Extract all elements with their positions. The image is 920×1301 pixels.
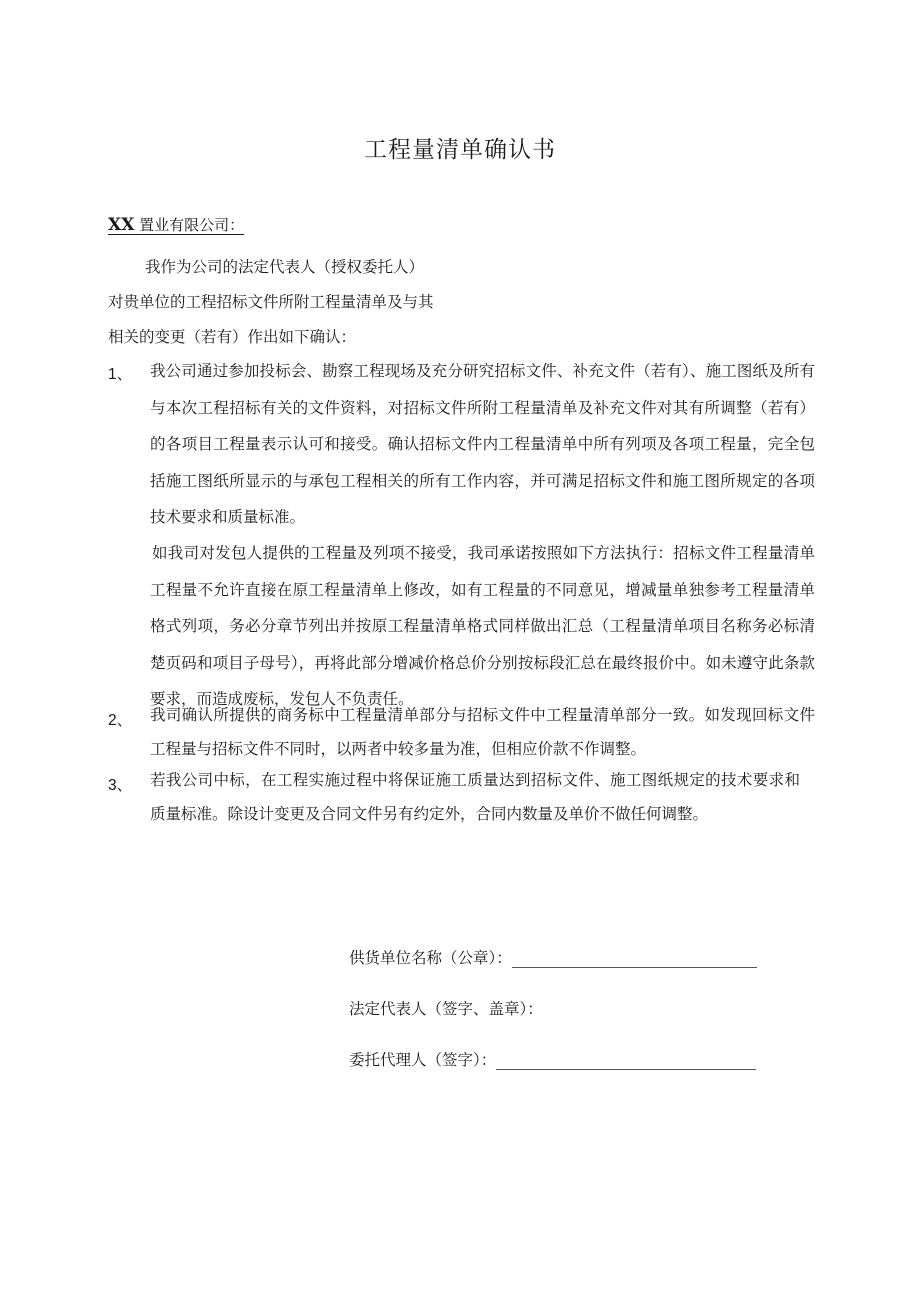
signature-supplier-line[interactable] (512, 953, 757, 968)
signature-agent-row (349, 1048, 756, 1070)
signature-supplier-label: 供货单位名称（公章）： (349, 949, 512, 967)
signature-agent-label: 委托代理人（签字）： (349, 1051, 497, 1069)
page-title: 工程量清单确认书 (364, 137, 556, 163)
signature-supplier-row (349, 946, 757, 968)
signature-legal-rep-row (349, 997, 543, 1019)
item-1-paragraph-1: 我公司通过参加投标会、勘察工程现场及充分研究招标文件、补充文件（若有）、施工图纸及所有与本次工程招标有关的文件资料，对招标文件所附工程量清单及补充文件对其有所调整（若有）的各项目工程量表示认可和接受。确认招标文件内工程量清单中所有列项及各项工程量，完全包括施工图纸所显示的与承包工程相关的所有工作内容，并可满足招标文件和施工图所规定的各项技术要求和质量标准。 (150, 362, 815, 526)
intro-line-3: 相关的变更（若有）作出如下确认： (108, 328, 357, 346)
signature-agent-line[interactable] (496, 1055, 756, 1070)
intro-line-1: 我作为公司的法定代表人（授权委托人） (145, 258, 425, 276)
item-number-1: 1、 (108, 366, 133, 383)
addressee-company: 置业有限公司： (139, 216, 245, 234)
addressee (108, 214, 244, 235)
item-number-3: 3、 (108, 777, 133, 794)
intro-line-2: 对贵单位的工程招标文件所附工程量清单及与其 (108, 293, 434, 311)
item-3-paragraph: 若我公司中标，在工程实施过程中将保证施工质量达到招标文件、施工图纸规定的技术要求和质量标准。除设计变更及合同文件另有约定外，合同内数量及单价不做任何调整。 (150, 771, 800, 823)
item-2-paragraph: 我司确认所提供的商务标中工程量清单部分与招标文件中工程量清单部分一致。如发现回标文件工程量与招标文件不同时，以两者中较多量为准，但相应价款不作调整。 (150, 706, 815, 758)
signature-legal-rep-label: 法定代表人（签字、盖章）： (349, 1000, 543, 1018)
item-1-paragraph-2: 如我司对发包人提供的工程量及列项不接受，我司承诺按照如下方法执行：招标文件工程量清单工程量不允许直接在原工程量清单上修改，如有工程量的不同意见，增减量单独参考工程量清单格式列项，务必分章节列出并按原工程量清单格式同样做出汇总（工程量清单项目名称务必标清楚页码和项目子母号），再将此部分增减价格总价分别按标段汇总在最终报价中。如未遵守此条款要求，而造成废标，发包人不负责任。 (150, 544, 815, 708)
item-number-2: 2、 (108, 712, 133, 729)
addressee-xx: XX (108, 215, 135, 235)
